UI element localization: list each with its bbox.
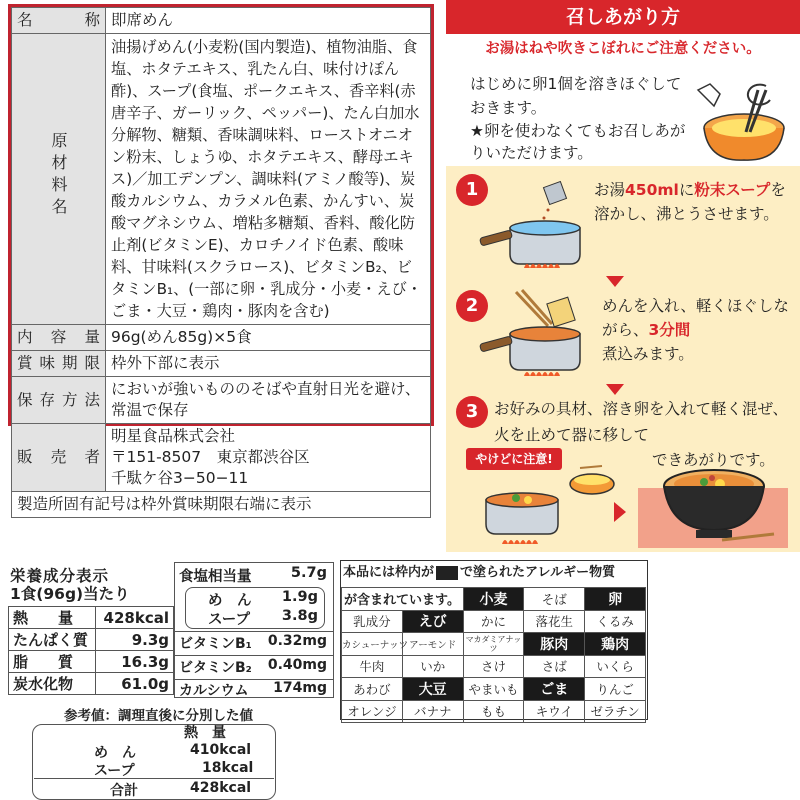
salt-noodle-value: 1.9g [281,589,318,605]
allergen-cell: りんご [585,678,646,701]
allergen-cell: 鶏肉 [585,633,646,656]
allergy-table [340,560,648,720]
step-3-pre: お好みの具材、溶き卵を入れて軽く混ぜ、火を止めて器に移して [494,400,789,444]
burn-caution-badge: やけどに注意! [466,448,562,470]
allergen-cell: ごま [524,678,585,701]
vitamin-b1-value: 0.32mg [267,633,327,649]
salt-soup-value: 3.8g [281,608,318,624]
seller-postal: 〒151-8507 東京都渋谷区 [111,448,310,466]
allergen-cell: いくら [585,655,646,678]
nutrient-carbs-name: 炭水化物 [9,673,96,695]
step-2-number: 2 [456,290,488,322]
vitamin-b1-name: ビタミンB₁ [179,636,252,652]
allergen-cell: かに [463,610,524,633]
allergy-heading-post: で塗られたアレルギー物質 [460,565,616,580]
allergen-cell: アーモンド [402,633,463,656]
vitamin-b2-value: 0.40mg [267,657,327,673]
cooking-title: 召しあがり方 [446,0,800,34]
reference-col-header: 熱 量 [184,725,226,741]
reference-caption: 参考値：調理直後に分別した値 [64,708,253,724]
step-1-powder: 粉末スープ [694,181,771,199]
label-seller: 販 売 者 [12,424,106,492]
allergy-heading-line2: が含まれています。 [342,588,464,611]
value-storage: においが強いもののそばや直射日光を避け、常温で保存 [106,377,431,424]
allergy-heading-pre: 本品には枠内が [343,565,435,580]
step-1-text [594,178,794,226]
nutrition-right-block [174,562,334,698]
nutrient-fat-name: 脂 質 [9,651,96,673]
arrow-right-icon [614,502,626,522]
allergen-cell: やまいも [463,678,524,701]
step-3-done: できあがりです。 [652,451,775,469]
reference-soup-value: 18kcal [202,760,254,776]
step-1-number: 1 [456,174,488,206]
allergen-cell: 落花生 [524,610,585,633]
intro-egg-text: はじめに卵1個を溶きほぐしておきます。 [470,75,682,117]
allergen-cell: 豚肉 [524,633,585,656]
allergen-cell: 大豆 [402,678,463,701]
ramen-bowl-illustration [656,460,776,544]
step-2-text [602,294,794,366]
allergen-cell: そば [524,588,585,611]
step-2-post: 煮込みます。 [602,345,694,363]
nutrient-protein-name: たんぱく質 [9,629,96,651]
intro-optional-text: ★卵を使わなくてもお召しあがりいただけます。 [470,122,686,162]
allergen-cell: 乳成分 [342,610,403,633]
label-best-before: 賞味期限 [12,351,106,377]
reference-values [8,704,328,800]
reference-noodle-value: 410kcal [190,742,252,758]
value-content-amount: 96g(めん85g)×5食 [106,325,431,351]
vitamin-b2-name: ビタミンB₂ [179,660,252,676]
cooking-warning: お湯はねや吹きこぼれにご注意ください。 [446,34,800,64]
allergen-cell: マカダミアナッツ [463,633,524,656]
reference-total-value: 428kcal [190,780,252,796]
allergen-cell: 卵 [585,588,646,611]
nutrient-fat-value: 16.3g [96,651,174,673]
pot-soup-illustration [476,176,596,276]
calcium-name: カルシウム [179,683,249,699]
nutrition-title: 栄養成分表示 [10,567,110,585]
ingredient-label-table [8,4,434,513]
label-name: 名 称 [12,8,106,34]
allergen-cell: 牛肉 [342,655,403,678]
value-best-before: 枠外下部に表示 [106,351,431,377]
allergen-cell: あわび [342,678,403,701]
salt-breakdown [185,587,325,629]
label-ingredients [12,34,106,325]
allergen-cell: バナナ [402,700,463,723]
nutrition-serving: 1食(96g)当たり [10,585,130,603]
label-storage: 保存方法 [12,377,106,424]
nutrient-energy-value: 428kcal [96,607,174,629]
pot-pour-illustration [466,464,616,550]
allergen-cell: さけ [463,655,524,678]
reference-total-name: 合計 [110,783,138,799]
calcium-value: 174mg [273,680,327,696]
nutrient-carbs-value: 61.0g [96,673,174,695]
label-content-amount: 内 容 量 [12,325,106,351]
salt-label: 食塩相当量 [179,569,252,585]
step-3-text [494,396,790,448]
manufacturer-code-note: 製造所固有記号は枠外賞味期限右端に表示 [12,492,431,518]
salt-noodle-name: め ん [208,593,252,609]
seller-company: 明星食品株式会社 [111,427,236,445]
nutrition-facts [8,560,334,710]
step-1 [446,166,800,284]
label-ingredients-text: 原材料名 [49,132,68,220]
black-swatch-icon [436,566,458,580]
allergen-cell: カシューナッツ [342,633,403,656]
value-seller [106,424,431,492]
step-1-post: を溶かし、沸とうさせます。 [594,181,786,223]
allergen-cell: オレンジ [342,700,403,723]
step-1-amount: 450ml [625,181,679,199]
allergen-cell: くるみ [585,610,646,633]
seller-address: 千駄ケ谷3−50−11 [111,469,249,487]
value-ingredients: 油揚げめん(小麦粉(国内製造)、植物油脂、食塩、ホタテエキス、乳たん白、味付けぽん酢)、スープ(食塩、ポークエキス、香辛料(赤唐辛子、ガーリック、ペッパー)、たん白加水分解物、糖類、香味調味料、ローストオニオン粉末、しょうゆ、ホタテエキス、酵母エキス)／加工デンプン、調味料(アミノ酸等)、炭酸カルシウム、カラメル色素、かんすい、炭酸マグネシウム、増粘多糖類、香料、酸化防止剤(ビタミンE)、カロチノイド色素、酸味料、甘味料(スクラロース)、ビタミンB₂、ビタミンB₁、(一部に卵・乳成分・小麦・えび・ごま・大豆・鶏肉・豚肉を含む) [106,34,431,325]
allergen-cell: キウイ [524,700,585,723]
allergen-cell: えび [402,610,463,633]
step-3 [446,392,800,552]
salt-value: 5.7g [290,565,327,581]
cooking-instructions-panel [446,0,800,552]
allergen-cell: 小麦 [463,588,524,611]
allergy-grid [341,587,646,723]
allergy-heading [343,563,615,583]
allergen-cell: いか [402,655,463,678]
allergen-cell: ゼラチン [585,700,646,723]
step-3-number: 3 [456,396,488,428]
value-name: 即席めん [106,8,431,34]
step-1-mid: に [678,181,695,199]
allergen-cell: もも [463,700,524,723]
step-1-pre: お湯 [594,181,626,199]
step-2-time: 3分間 [648,321,691,339]
nutrient-protein-value: 9.3g [96,629,174,651]
step-2-pre: めんを入れ、軽くほぐしながら、 [602,297,789,339]
nutrition-left-table [8,606,174,695]
egg-bowl-illustration [688,70,792,162]
pot-noodle-illustration [476,286,596,386]
salt-soup-name: スープ [208,612,251,628]
allergen-cell: さば [524,655,585,678]
reference-noodle-name: め ん [94,745,136,761]
step-2 [446,286,800,392]
reference-soup-name: スープ [94,763,135,779]
nutrient-energy-name: 熱 量 [9,607,96,629]
cooking-intro [446,64,800,166]
